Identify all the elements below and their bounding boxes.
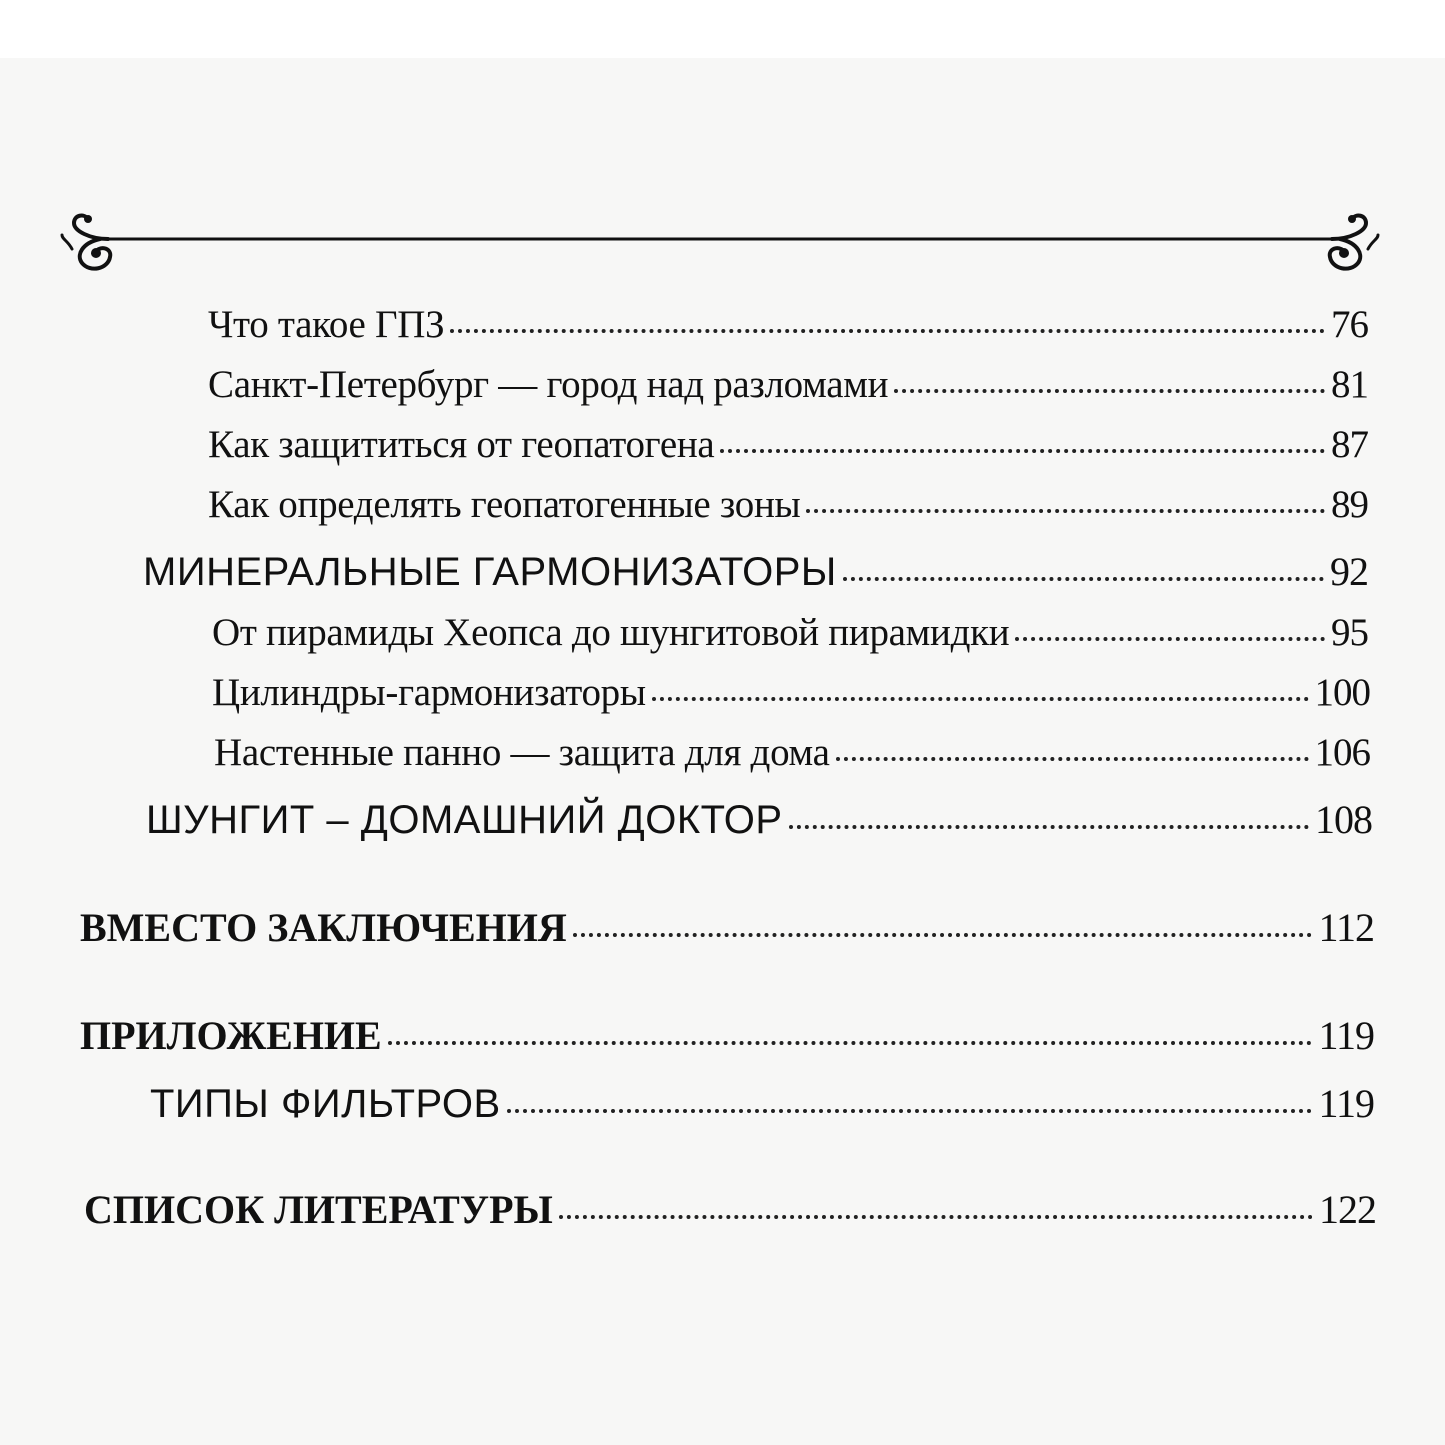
dot-leader xyxy=(806,509,1325,513)
toc-entry[interactable] xyxy=(208,302,1368,347)
toc-entry-title: Санкт-Петербург — город над разломами xyxy=(208,363,889,406)
toc-page-number: 95 xyxy=(1331,611,1368,654)
toc-entry[interactable] xyxy=(80,904,1374,951)
toc-entry[interactable] xyxy=(84,1186,1376,1233)
dot-leader xyxy=(1015,637,1325,641)
dot-leader xyxy=(507,1109,1313,1113)
toc-page-number: 89 xyxy=(1331,483,1368,526)
dot-leader xyxy=(652,697,1309,701)
toc-page-number: 108 xyxy=(1315,797,1372,842)
toc-page-number: 106 xyxy=(1314,731,1370,774)
toc-entry[interactable] xyxy=(80,1012,1374,1059)
toc-page-number: 112 xyxy=(1318,905,1374,950)
toc-entry-title: Цилиндры-гармонизаторы xyxy=(212,671,646,714)
toc-page-number: 119 xyxy=(1318,1081,1374,1126)
toc-page-number: 92 xyxy=(1330,549,1368,594)
toc-entry[interactable] xyxy=(212,610,1368,655)
toc-entry-title: СПИСОК ЛИТЕРАТУРЫ xyxy=(84,1187,553,1232)
toc-entry-title: Как определять геопатогенные зоны xyxy=(208,483,801,526)
dot-leader xyxy=(450,329,1325,333)
toc-entry-title: От пирамиды Хеопса до шунгитовой пирамидки xyxy=(212,611,1010,654)
toc-entry[interactable] xyxy=(146,796,1372,843)
toc-entry[interactable] xyxy=(143,548,1368,595)
toc-entry-title: ВМЕСТО ЗАКЛЮЧЕНИЯ xyxy=(80,905,567,950)
toc-page-number: 87 xyxy=(1331,423,1368,466)
toc-page-number: 119 xyxy=(1318,1013,1374,1058)
toc-page-number: 76 xyxy=(1331,303,1368,346)
toc-entry-title: ПРИЛОЖЕНИЕ xyxy=(80,1013,382,1058)
toc-page-number: 81 xyxy=(1331,363,1368,406)
toc-entry-title: ШУНГИТ – ДОМАШНИЙ ДОКТОР xyxy=(146,798,783,842)
decorative-rule-ornament xyxy=(60,205,1380,285)
dot-leader xyxy=(559,1215,1313,1219)
dot-leader xyxy=(720,449,1325,453)
toc-entry[interactable] xyxy=(150,1080,1374,1127)
toc-entry[interactable] xyxy=(208,362,1368,407)
toc-entry[interactable] xyxy=(212,670,1370,715)
dot-leader xyxy=(843,577,1324,581)
dot-leader xyxy=(573,933,1313,937)
toc-entry[interactable] xyxy=(214,730,1370,775)
toc-entry-title: Что такое ГПЗ xyxy=(208,303,445,346)
toc-entry-title: МИНЕРАЛЬНЫЕ ГАРМОНИЗАТОРЫ xyxy=(143,550,837,594)
toc-entry[interactable] xyxy=(208,422,1368,467)
dot-leader xyxy=(836,757,1309,761)
dot-leader xyxy=(789,825,1309,829)
dot-leader xyxy=(388,1041,1313,1045)
toc-entry-title: Настенные панно — защита для дома xyxy=(214,731,830,774)
toc-entry-title: Как защититься от геопатогена xyxy=(208,423,715,466)
dot-leader xyxy=(894,389,1325,393)
toc-page-number: 122 xyxy=(1319,1187,1376,1232)
toc-entry-title: ТИПЫ ФИЛЬТРОВ xyxy=(150,1082,501,1126)
toc-page-number: 100 xyxy=(1314,671,1370,714)
toc-entry[interactable] xyxy=(208,482,1368,527)
